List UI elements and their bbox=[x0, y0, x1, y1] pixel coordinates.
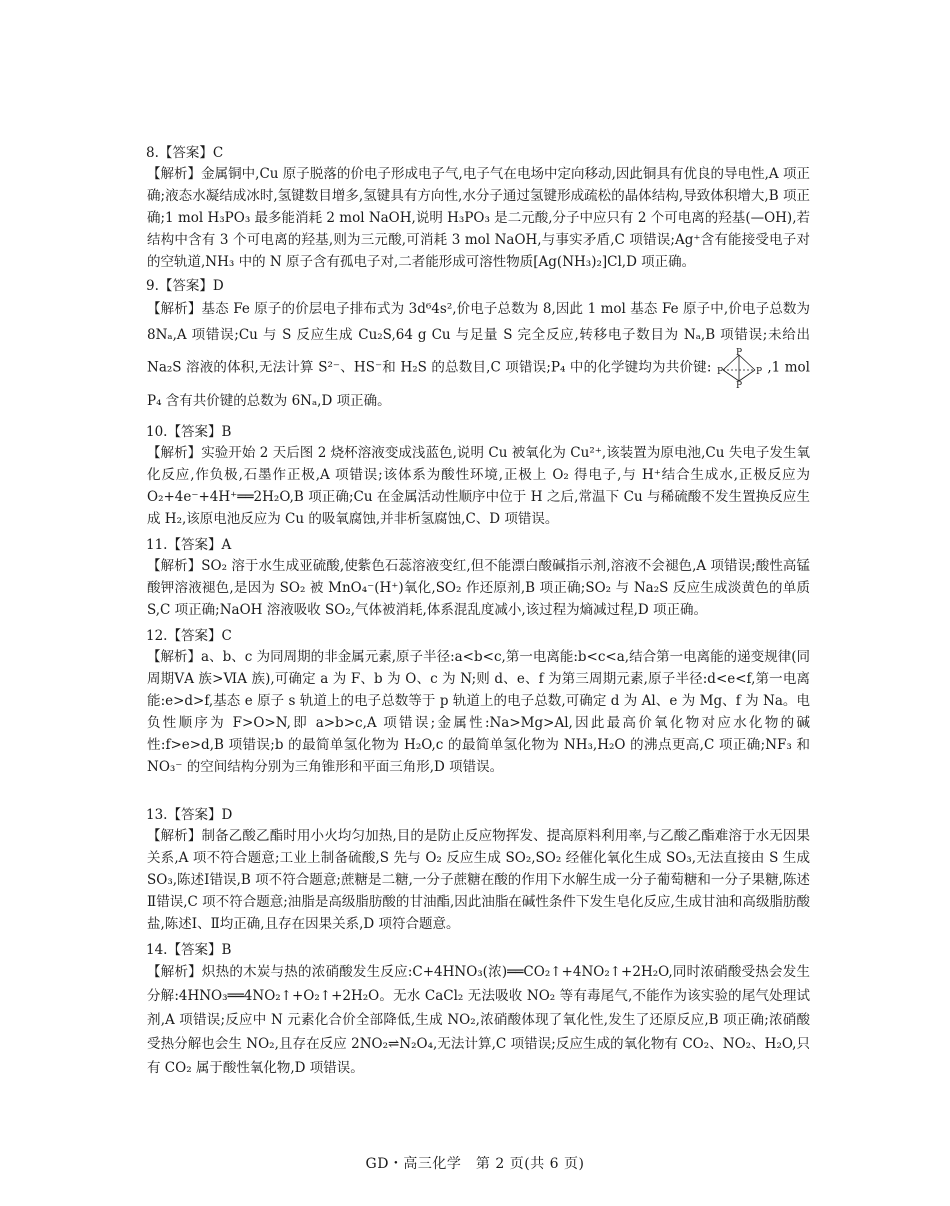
explanation-text: 【解析】a、b、c 为同周期的非金属元素,原子半径:a<b<c,第一电离能:b<c<a,结合第一电离能的递变规律(同周期ⅤA 族>ⅥA 族),可确定 a 为 F、b 为 O、c 为 N;则 d、e、f 为第三周期元素,原子半径:d<e<f,第一电离能:e>d>f,基态 e 原子 s 轨道上的电子总数等于 p 轨道上的电子总数,可确定 d 为 Al、e 为 Mg、f 为 Na。电负性顺序为 F>O>N,即 a>b>c,A 项错误;金属性:Na>Mg>Al,因此最高价氧化物对应水化物的碱性:f>e>d,B 项错误;b 的最简单氢化物为 H₂O,c 的最简单氢化物为 NH₃,H₂O 的沸点更高,C 项正确;NF₃ 和 NO₃⁻ 的空间结构分别为三角锥形和平面三角形,D 项错误。 bbox=[147, 649, 810, 775]
answer-label: 8.【答案】C bbox=[146, 145, 224, 161]
p4-atom-right: P bbox=[756, 367, 763, 377]
question-9 bbox=[146, 276, 810, 414]
explanation bbox=[146, 555, 810, 621]
answer-label: 14.【答案】B bbox=[146, 942, 232, 958]
answer-label: 9.【答案】D bbox=[146, 278, 224, 294]
p4-atom-left: P bbox=[717, 367, 724, 377]
question-10 bbox=[146, 422, 810, 530]
explanation bbox=[146, 163, 810, 273]
explanation bbox=[146, 960, 810, 1080]
p4-atom-top: P bbox=[736, 348, 743, 358]
p4-tetrahedron-diagram bbox=[713, 348, 765, 388]
answer-label: 13.【答案】D bbox=[146, 807, 233, 823]
explanation-text-part2: ,1 mol P₄ 含有共价键的总数为 6Nₐ,D 项正确。 bbox=[147, 359, 811, 409]
page-footer: GD・高三化学 第 2 页(共 6 页) bbox=[365, 1156, 585, 1172]
explanation-text: 【解析】金属铜中,Cu 原子脱落的价电子形成电子气,电子气在电场中定向移动,因此铜具有优良的导电性,A 项正确;液态水凝结成冰时,氢键数目增多,氢键具有方向性,水分子通过氢键形成疏松的晶体结构,导致体积增大,B 项正确;1 mol H₃PO₃ 最多能消耗 2 mol NaOH,说明 H₃PO₃ 是二元酸,分子中应只有 2 个可电离的羟基(—OH),若结构中含有 3 个可电离的羟基,则为三元酸,可消耗 3 mol NaOH,与事实矛盾,C 项错误;Ag⁺含有能接受电子对的空轨道,NH₃ 中的 N 原子含有孤电子对,二者能形成可溶性物质[Ag(NH₃)₂]Cl,D 项正确。 bbox=[147, 166, 810, 270]
answer-label: 12.【答案】C bbox=[146, 628, 232, 644]
explanation-text: 【解析】实验开始 2 天后图 2 烧杯溶液变成浅蓝色,说明 Cu 被氧化为 Cu²⁺,该装置为原电池,Cu 失电子发生氧化反应,作负极,石墨作正极,A 项错误;该体系为酸性环境,正极上 O₂ 得电子,与 H⁺结合生成水,正极反应为 O₂+4e⁻+4H⁺══2H₂O,B 项正确;Cu 在金属活动性顺序中位于 H 之后,常温下 Cu 与稀硫酸不发生置换反应生成 H₂,该原电池反应为 Cu 的吸氧腐蚀,并非析氢腐蚀,C、D 项错误。 bbox=[147, 445, 810, 527]
explanation bbox=[146, 442, 810, 530]
explanation-text-part1: 【解析】基态 Fe 原子的价层电子排布式为 3d⁶4s²,价电子总数为 8,因此 1 mol 基态 Fe 原子中,价电子总数为 8Nₐ,A 项错误;Cu 与 S 反应生成 Cu₂S,64 g Cu 与足量 S 完全反应,转移电子数目为 Nₐ,B 项错误;未给出 Na₂S 溶液的体积,无法计算 S²⁻、HS⁻和 H₂S 的总数目,C 项错误;P₄ 中的化学键均为共价键: bbox=[147, 301, 810, 376]
explanation-text: 【解析】SO₂ 溶于水生成亚硫酸,使紫色石蕊溶液变红,但不能漂白酸碱指示剂,溶液不会褪色,A 项错误;酸性高锰酸钾溶液褪色,是因为 SO₂ 被 MnO₄⁻(H⁺)氧化,SO₂ 作还原剂,B 项正确;SO₂ 与 Na₂S 反应生成淡黄色的单质 S,C 项正确;NaOH 溶液吸收 SO₂,气体被消耗,体系混乱度减小,该过程为熵减过程,D 项正确。 bbox=[147, 558, 810, 618]
question-13 bbox=[146, 805, 810, 935]
p4-atom-bottom: P bbox=[736, 381, 743, 388]
explanation bbox=[146, 825, 810, 935]
question-12 bbox=[146, 626, 810, 778]
explanation bbox=[146, 646, 810, 778]
explanation-text: 【解析】制备乙酸乙酯时用小火均匀加热,目的是防止反应物挥发、提高原料利用率,与乙酸乙酯难溶于水无因果关系,A 项不符合题意;工业上制备硫酸,S 先与 O₂ 反应生成 SO₂,SO₂ 经催化氧化生成 SO₃,无法直接由 S 生成 SO₃,陈述Ⅰ错误,B 项不符合题意;蔗糖是二糖,一分子蔗糖在酸的作用下水解生成一分子葡萄糖和一分子果糖,陈述Ⅱ错误,C 项不符合题意;油脂是高级脂肪酸的甘油酯,因此油脂在碱性条件下发生皂化反应,生成甘油和高级脂肪酸盐,陈述Ⅰ、Ⅱ均正确,且存在因果关系,D 项符合题意。 bbox=[147, 828, 810, 932]
question-11 bbox=[146, 535, 810, 621]
explanation bbox=[146, 296, 810, 414]
answer-label: 10.【答案】B bbox=[146, 424, 232, 440]
answer-label: 11.【答案】A bbox=[146, 537, 232, 553]
explanation-text: 【解析】炽热的木炭与热的浓硝酸发生反应:C+4HNO₃(浓)══CO₂↑+4NO₂↑+2H₂O,同时浓硝酸受热会发生分解:4HNO₃══4NO₂↑+O₂↑+2H₂O。无水 CaCl₂ 无法吸收 NO₂ 等有毒尾气,不能作为该实验的尾气处理试剂,A 项错误;反应中 N 元素化合价全部降低,生成 NO₂,浓硝酸体现了氧化性,发生了还原反应,B 项正确;浓硝酸受热分解也会生 NO₂,且存在反应 2NO₂⇌N₂O₄,无法计算,C 项错误;反应生成的氧化物有 CO₂、NO₂、H₂O,只有 CO₂ 属于酸性氧化物,D 项错误。 bbox=[147, 964, 810, 1076]
question-14 bbox=[146, 940, 810, 1080]
question-8 bbox=[146, 143, 810, 273]
